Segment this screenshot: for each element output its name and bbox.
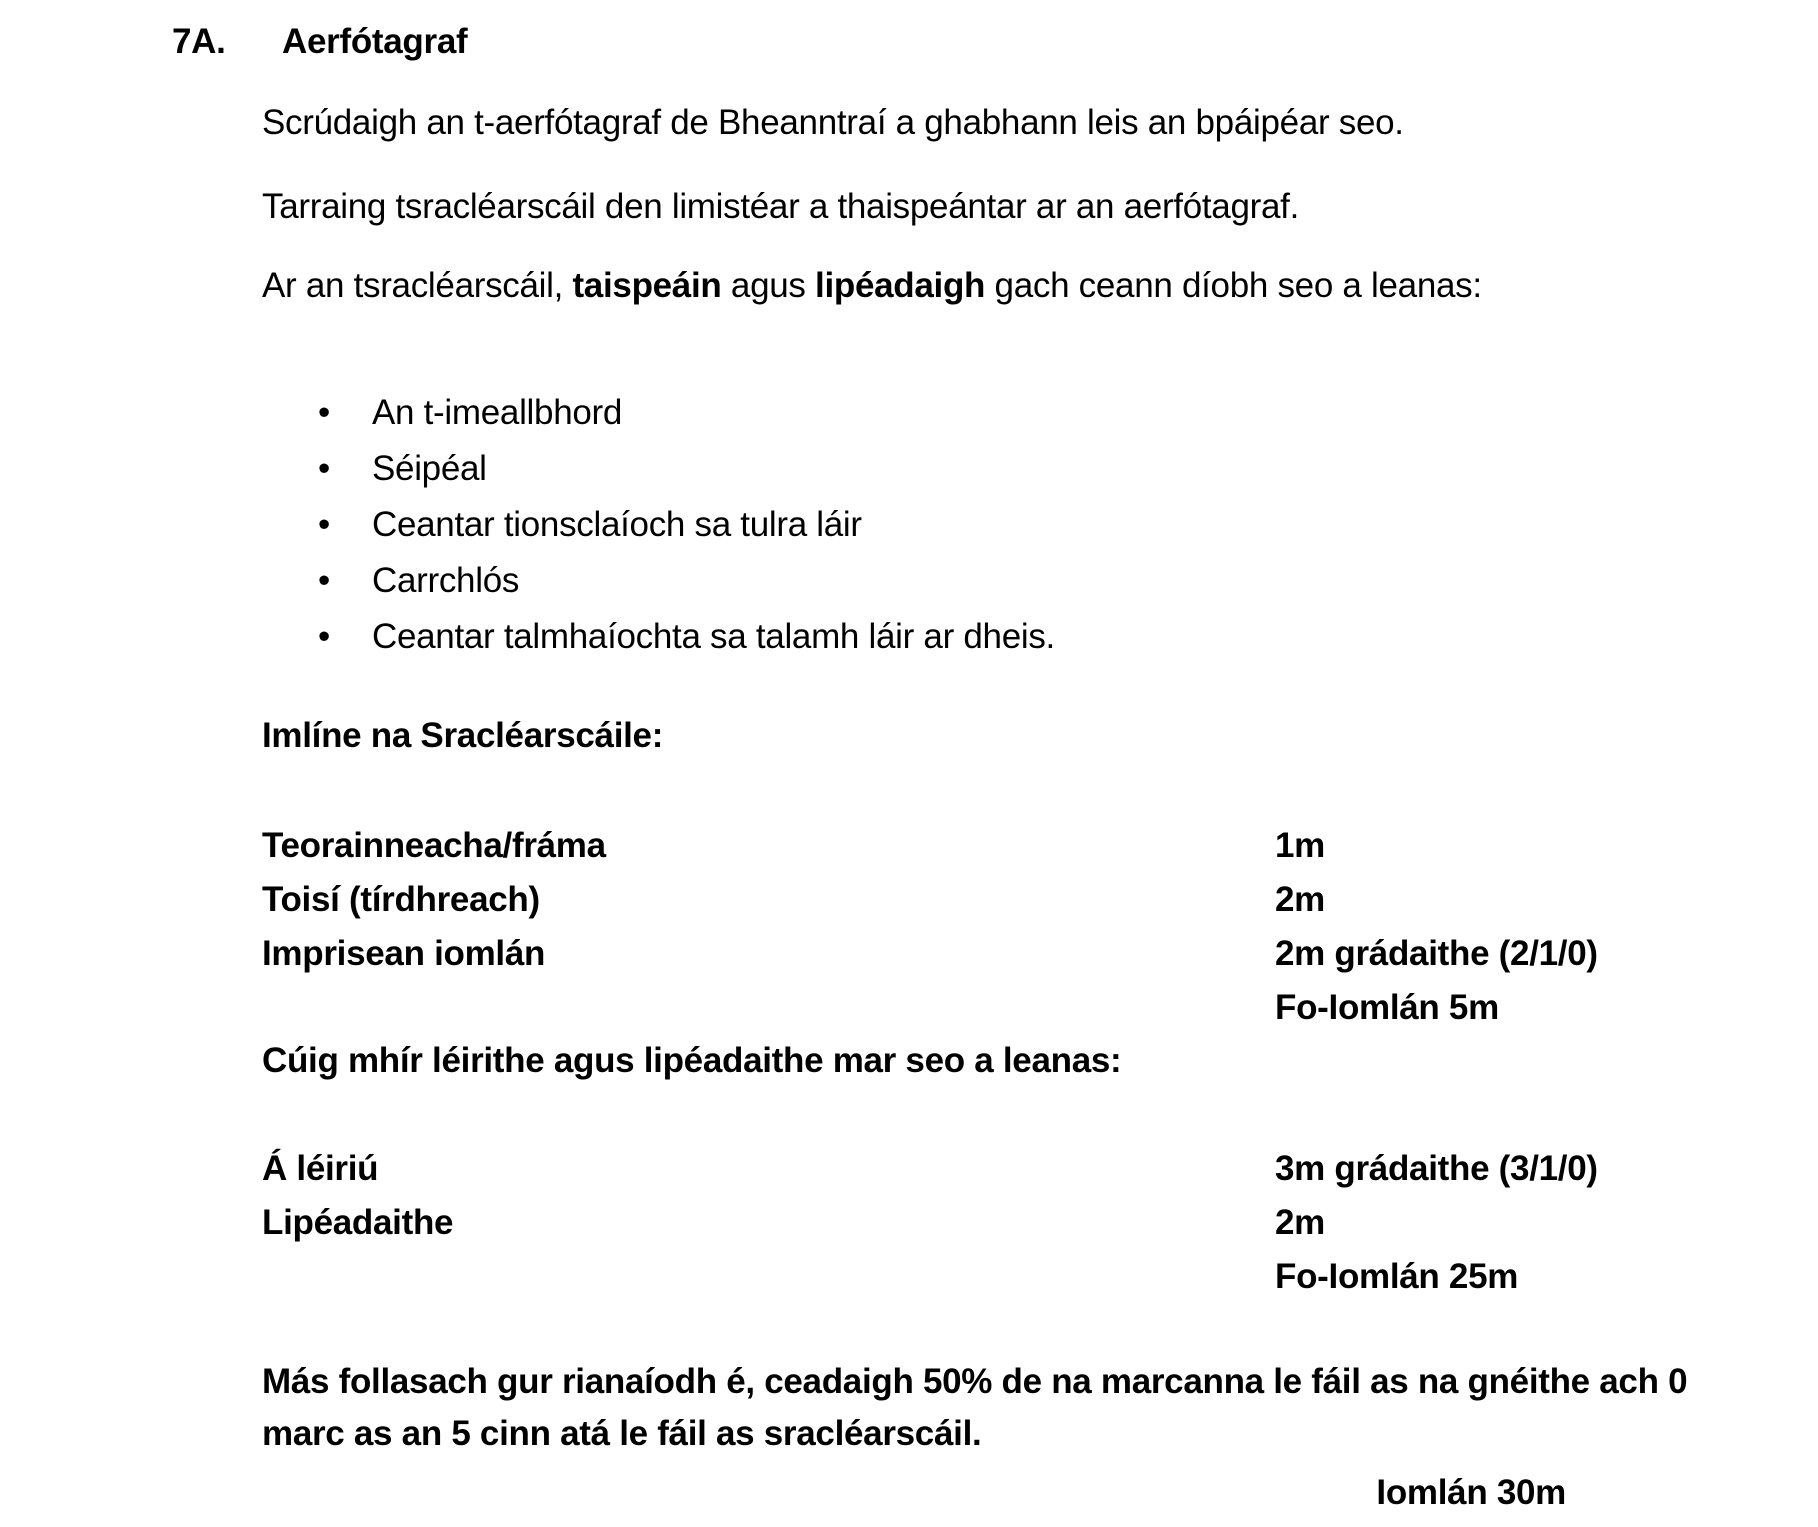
question-heading (172, 16, 467, 68)
bullet-dot-icon: • (318, 393, 330, 432)
bullet-item (318, 497, 1055, 553)
note-line: marc as an 5 cinn atá le fáil as sracléarscáil. (262, 1414, 982, 1453)
emphasis-taispeain: taispeáin (572, 266, 722, 305)
marks-row (262, 927, 1682, 981)
bullet-dot-icon: • (318, 617, 330, 656)
marks-row-label: Imprisean iomlán (262, 934, 546, 973)
outline-marks-table (262, 819, 1682, 1035)
bullet-item-label: Séipéal (372, 449, 487, 488)
bullet-item-label: Ceantar tionsclaíoch sa tulra láir (372, 505, 862, 544)
marks-row-label: Teorainneacha/fráma (262, 826, 606, 865)
bullet-dot-icon: • (318, 449, 330, 488)
marks-row-subtotal (262, 1250, 1682, 1304)
bullet-item (318, 385, 1055, 441)
bullet-dot-icon: • (318, 561, 330, 600)
bullet-item-label: Carrchlós (372, 561, 520, 600)
bullet-item (318, 553, 1055, 609)
marks-row-label: Lipéadaithe (262, 1203, 454, 1242)
bullet-item-label: Ceantar talmhaíochta sa talamh láir ar dheis. (372, 617, 1055, 656)
marks-row-value: 3m grádaithe (3/1/0) (1275, 1149, 1598, 1188)
subtotal-value: Fo-Iomlán 5m (1275, 988, 1499, 1027)
marks-row-subtotal (262, 981, 1682, 1035)
emphasis-lipeadaigh: lipéadaigh (815, 266, 986, 305)
items-marks-table (262, 1142, 1682, 1304)
bullet-item (318, 441, 1055, 497)
marks-row (262, 819, 1682, 873)
instruction-paragraph-3-text: Ar an tsracléarscáil, (262, 266, 573, 305)
bullet-dot-icon: • (318, 505, 330, 544)
traced-note-paragraph (262, 1356, 1687, 1460)
instruction-paragraph-3 (262, 260, 1482, 312)
instruction-paragraph-3-text: agus (721, 266, 816, 305)
marks-row (262, 1142, 1682, 1196)
marks-row-value: 2m (1275, 1203, 1325, 1242)
note-line: Más follasach gur rianaíodh é, ceadaigh 50% de na marcanna le fáil as na gnéithe ach 0 (262, 1362, 1688, 1401)
marks-row-label: Á léiriú (262, 1149, 379, 1188)
question-number: 7A. (172, 22, 226, 61)
marks-row (262, 1196, 1682, 1250)
marks-row-value: 2m (1275, 880, 1325, 919)
instruction-paragraph-2: Tarraing tsracléarscáil den limistéar a thaispeántar ar an aerfótagraf. (262, 187, 1300, 226)
items-section-heading: Cúig mhír léirithe agus lipéadaithe mar seo a leanas: (262, 1041, 1122, 1080)
marks-row-value: 1m (1275, 826, 1325, 865)
marks-row-value: 2m grádaithe (2/1/0) (1275, 934, 1598, 973)
total-marks: Iomlán 30m (1376, 1473, 1566, 1512)
bullet-item-label: An t-imeallbhord (372, 393, 623, 432)
question-title: Aerfótagraf (282, 22, 468, 61)
subtotal-value: Fo-Iomlán 25m (1275, 1257, 1519, 1296)
bullet-item (318, 609, 1055, 665)
feature-bullet-list (318, 385, 1055, 665)
marks-row-label: Toisí (tírdhreach) (262, 880, 540, 919)
instruction-paragraph-3-text: gach ceann díobh seo a leanas: (985, 266, 1482, 305)
outline-section-heading: Imlíne na Sracléarscáile: (262, 716, 664, 755)
marks-row (262, 873, 1682, 927)
instruction-paragraph-1: Scrúdaigh an t-aerfótagraf de Bheanntraí a ghabhann leis an bpáipéar seo. (262, 103, 1404, 142)
